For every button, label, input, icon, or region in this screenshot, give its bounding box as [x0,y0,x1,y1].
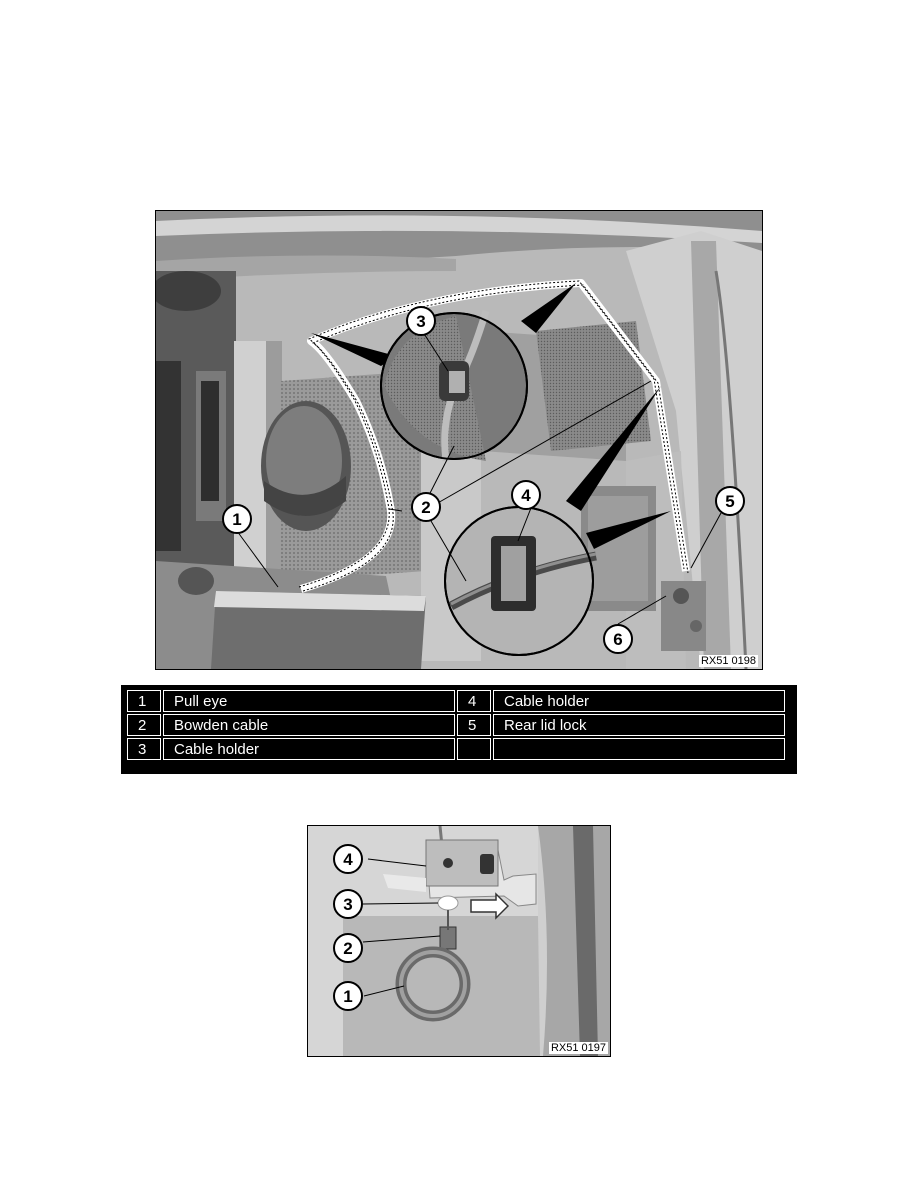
svg-text:4: 4 [521,486,531,505]
figure1-callout-2 [412,493,440,521]
figure1-callout-4 [512,481,540,509]
legend-number: 4 [457,690,491,712]
legend-label: Cable holder [163,738,455,760]
svg-text:3: 3 [416,312,426,331]
legend-row [127,738,785,760]
legend-number: 2 [127,714,161,736]
figure1-callout-6 [604,625,632,653]
svg-text:5: 5 [725,492,735,511]
svg-text:4: 4 [343,850,353,869]
figure2-callout-4 [334,845,362,873]
figure1-callout-3 [407,307,435,335]
figure1-code: RX51 0198 [700,655,756,667]
pull-eye-photo [307,825,611,1057]
legend-number: 1 [127,690,161,712]
legend-row [127,690,785,712]
svg-text:3: 3 [343,895,353,914]
figure1-callout-5 [716,487,744,515]
legend-table [121,685,797,774]
rear-lid-illustration [156,211,762,669]
legend-row [127,714,785,736]
svg-text:1: 1 [343,987,353,1006]
pull-eye-illustration [308,826,610,1056]
legend-number [457,738,491,760]
svg-text:2: 2 [421,498,431,517]
legend-label: Pull eye [163,690,455,712]
svg-text:6: 6 [613,630,623,649]
svg-text:2: 2 [343,939,353,958]
legend-label: Rear lid lock [493,714,785,736]
figure2-code: RX51 0197 [550,1042,606,1054]
legend-label: Bowden cable [163,714,455,736]
rear-lid-photo [155,210,763,670]
figure1-callout-1 [223,505,251,533]
figure2-callout-1 [334,982,362,1010]
figure2-callout-2 [334,934,362,962]
legend-number: 3 [127,738,161,760]
legend-label: Cable holder [493,690,785,712]
legend-number: 5 [457,714,491,736]
figure2-callout-3 [334,890,362,918]
legend-label [493,738,785,760]
svg-text:1: 1 [232,510,242,529]
